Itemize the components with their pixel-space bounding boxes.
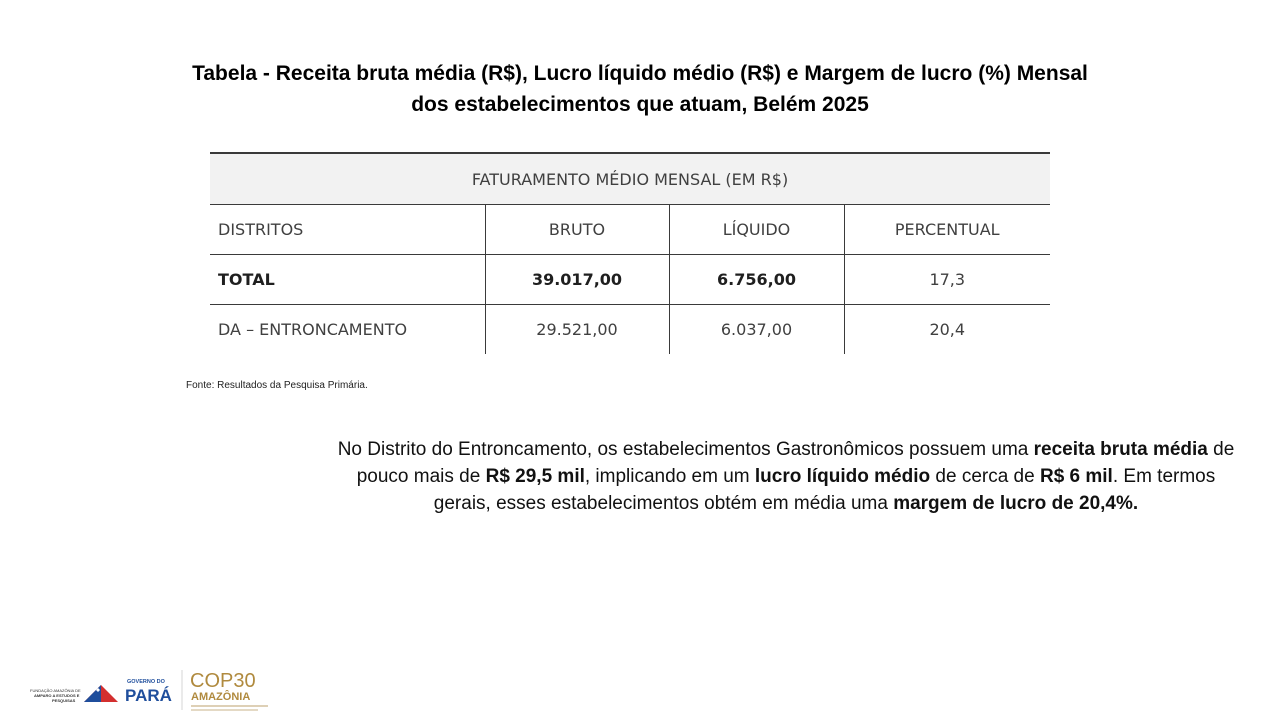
amazonia-label: AMAZÔNIA — [191, 691, 251, 703]
fapespa-logo — [30, 688, 81, 703]
fapespa-line-1: FUNDAÇÃO AMAZÔNIA DE — [30, 688, 81, 693]
para-text: . Em termos gerais, esses estabelecimentos obtém em média uma — [433, 466, 1216, 514]
para-bold: R$ 6 mil — [1039, 466, 1113, 487]
column-header-bruto: BRUTO — [485, 205, 669, 255]
row-liquido: 6.756,00 — [669, 255, 844, 305]
table-title-row — [210, 153, 1050, 205]
revenue-table — [210, 152, 1050, 354]
para-bold: margem de lucro de 20,4%. — [893, 493, 1139, 514]
column-header-liquido: LÍQUIDO — [669, 205, 844, 255]
table-row — [210, 305, 1050, 355]
column-header-distritos: DISTRITOS — [210, 205, 485, 255]
governo-label: GOVERNO DO — [127, 679, 165, 685]
summary-paragraph — [328, 436, 1244, 517]
table-title: FATURAMENTO MÉDIO MENSAL (EM R$) — [210, 153, 1050, 205]
row-district: DA – ENTRONCAMENTO — [218, 320, 408, 339]
row-bruto: 29.521,00 — [485, 305, 669, 355]
row-liquido: 6.037,00 — [669, 305, 844, 355]
para-bold: receita bruta média — [1033, 439, 1208, 460]
para-bold: lucro líquido médio — [754, 466, 931, 487]
para-label: PARÁ — [125, 686, 172, 705]
column-header-percentual: PERCENTUAL — [844, 205, 1050, 255]
row-percentual: 17,3 — [844, 255, 1050, 305]
partner-logos — [30, 664, 280, 716]
fapespa-line-3: PESQUISAS — [52, 698, 76, 703]
title-line-1: Tabela - Receita bruta média (R$), Lucro líquido médio (R$) e Margem de lucro (%) Mensal — [192, 62, 1088, 85]
row-percentual: 20,4 — [844, 305, 1050, 355]
table-row — [210, 255, 1050, 305]
fapespa-line-2: AMPARO A ESTUDOS E — [34, 693, 80, 698]
source-note: Fonte: Resultados da Pesquisa Primária. — [186, 380, 368, 391]
para-flag-icon — [84, 685, 118, 702]
page-title — [140, 58, 1140, 120]
para-text: , implicando em um — [584, 466, 755, 487]
row-bruto: 39.017,00 — [485, 255, 669, 305]
table-header-row — [210, 205, 1050, 255]
para-text: de pouco mais de — [356, 439, 1235, 487]
cop30-logo: COP30 — [190, 670, 256, 692]
para-text: de cerca de — [930, 466, 1040, 487]
row-district: TOTAL — [210, 255, 485, 305]
title-line-2: dos estabelecimentos que atuam, Belém 2025 — [411, 93, 869, 116]
para-text: No Distrito do Entroncamento, os estabelecimentos Gastronômicos possuem uma — [337, 439, 1034, 460]
para-bold: R$ 29,5 mil — [485, 466, 585, 487]
